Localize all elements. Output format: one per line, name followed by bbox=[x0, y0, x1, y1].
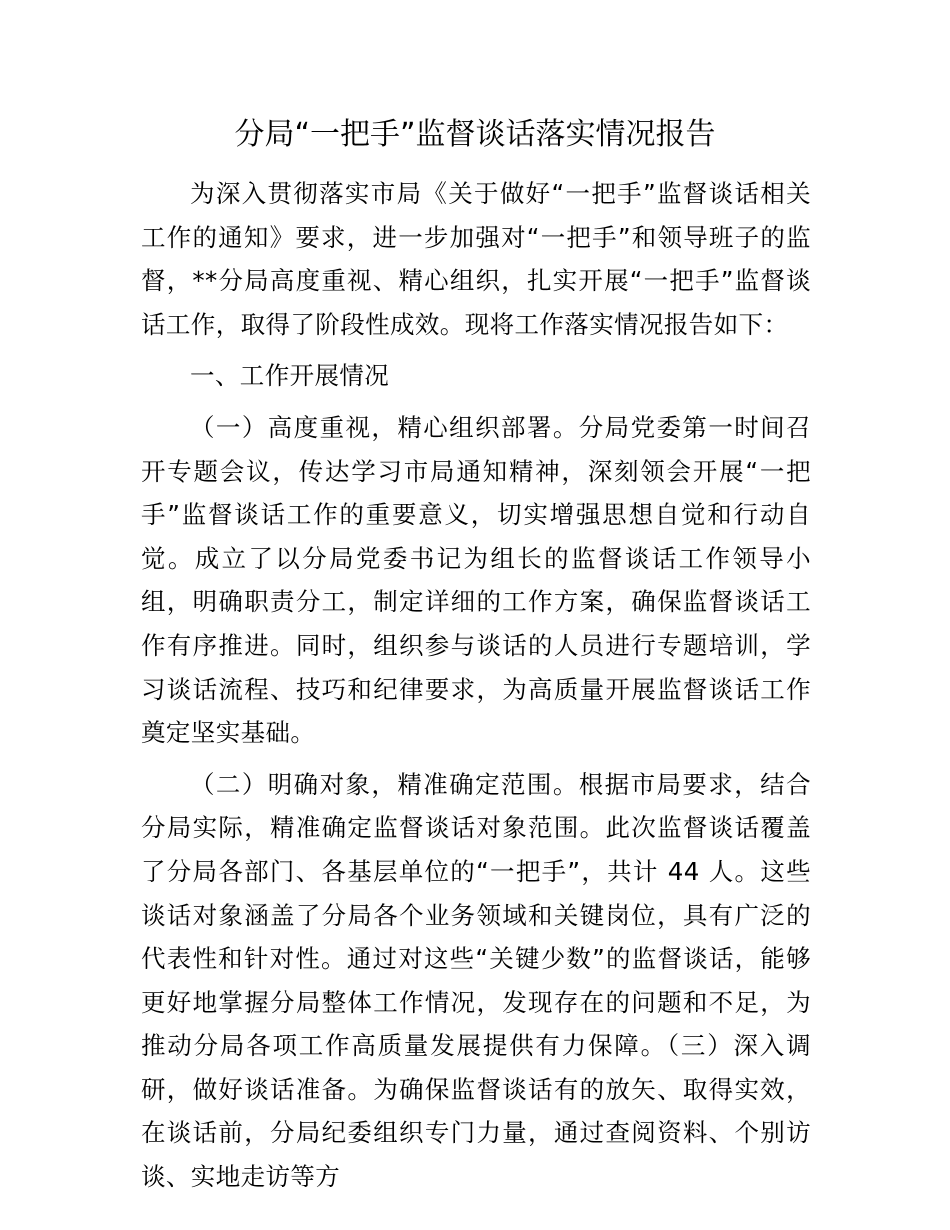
document-body bbox=[141, 172, 811, 1199]
body-paragraph: （二）明确对象，精准确定范围。根据市局要求，结合分局实际，精准确定监督谈话对象范围。此次监督谈话覆盖了分局各部门、各基层单位的“一把手”，共计 44 人。这些谈话对象涵盖了分局各个业务领域和关键岗位，具有广泛的代表性和针对性。通过对这些“关键少数”的监督谈话，能够更好地掌握分局整体工作情况，发现存在的问题和不足，为推动分局各项工作高质量发展提供有力保障。（三）深入调研，做好谈话准备。为确保监督谈话有的放矢、取得实效，在谈话前，分局纪委组织专门力量，通过查阅资料、个别访谈、实地走访等方 bbox=[141, 769, 811, 1192]
intro-paragraph: 为深入贯彻落实市局《关于做好“一把手”监督谈话相关工作的通知》要求，进一步加强对“一把手”和领导班子的监督，**分局高度重视、精心组织，扎实开展“一把手”监督谈话工作，取得了阶段性成效。现将工作落实情况报告如下： bbox=[141, 179, 811, 339]
section-heading: 一、工作开展情况 bbox=[190, 361, 390, 391]
document-title: 分局“一把手”监督谈话落实情况报告 bbox=[234, 117, 716, 152]
body-paragraph: （一）高度重视，精心组织部署。分局党委第一时间召开专题会议，传达学习市局通知精神，深刻领会开展“一把手”监督谈话工作的重要意义，切实增强思想自觉和行动自觉。成立了以分局党委书记为组长的监督谈话工作领导小组，明确职责分工，制定详细的工作方案，确保监督谈话工作有序推进。同时，组织参与谈话的人员进行专题培训，学习谈话流程、技巧和纪律要求，为高质量开展监督谈话工作奠定坚实基础。 bbox=[141, 412, 811, 748]
